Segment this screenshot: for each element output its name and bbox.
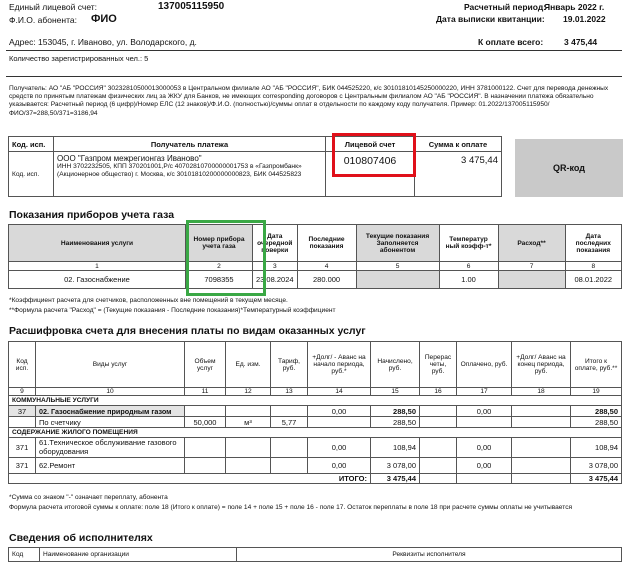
account-highlight bbox=[332, 133, 416, 177]
r371b-service: 62.Ремонт bbox=[36, 458, 185, 474]
r37b-volume: 50,000 bbox=[185, 417, 226, 428]
meters-table bbox=[8, 224, 622, 289]
meters-h5: Текущие показания Заполняется абонентом bbox=[356, 225, 439, 262]
r37-accrued: 288,50 bbox=[371, 406, 420, 417]
account-number: 137005115950 bbox=[158, 1, 225, 12]
meters-n3: 3 bbox=[253, 262, 298, 271]
total-due-value: 3 475,44 bbox=[564, 37, 598, 47]
details-h1: Код исп. bbox=[9, 342, 36, 388]
r37b-service: По счетчику bbox=[36, 417, 185, 428]
col-payee-header: Получатель платежа bbox=[54, 137, 326, 152]
r37-debt-start: 0,00 bbox=[308, 406, 371, 417]
r371a-tariff bbox=[271, 438, 308, 458]
r37-paid: 0,00 bbox=[457, 406, 512, 417]
meters-n7: 7 bbox=[498, 262, 565, 271]
total-recalc bbox=[420, 474, 457, 484]
total-pay: 3 475,44 bbox=[571, 474, 622, 484]
r37b-tariff: 5,77 bbox=[271, 417, 308, 428]
payee-table bbox=[8, 136, 502, 197]
meters-h3: Дата очередной поверки bbox=[253, 225, 298, 262]
r371b-tariff bbox=[271, 458, 308, 474]
meters-n8: 8 bbox=[565, 262, 621, 271]
r371a-debt-start: 0,00 bbox=[308, 438, 371, 458]
r371b-volume bbox=[185, 458, 226, 474]
recipient-details: Получатель: АО "АБ "РОССИЯ" 30232810500013000053 в Центральном филиале АО "АБ "РОССИЯ", БИК 044525220, к/с 30101810145250000220, ИНН 3781000122. Счет для перевода денежных средств по принятым платежам физических лиц за ЖКУ для Банков, не имеющих corresponding договоров с Центральным филиалом АО "АБ "РОССИЯ". В назначении платежа обязательно указывается: Расчетный период (6 цифр)/Номер ЕЛС (12 знаков)/Ф.И.О. (полностью)/суммы оплат в отдельности по каждому коду получателя. Пример: 01.2022/137005115950/ФИО/37=288,50/371=3186,94 bbox=[9, 85, 609, 117]
details-n3: 11 bbox=[185, 388, 226, 396]
details-h3: Объем услуг bbox=[185, 342, 226, 388]
r37-debt-end bbox=[512, 406, 571, 417]
r37b-unit: м³ bbox=[226, 417, 271, 428]
meters-h6: Температур ный коэфф-т* bbox=[439, 225, 498, 262]
total-paid bbox=[457, 474, 512, 484]
meter-number-highlight bbox=[186, 220, 266, 296]
meter-temp-coef: 1.00 bbox=[439, 271, 498, 289]
r371a-total: 108,94 bbox=[571, 438, 622, 458]
meters-n5: 5 bbox=[356, 262, 439, 271]
payee-account: 010807406 bbox=[326, 152, 415, 197]
r371a-recalc bbox=[420, 438, 457, 458]
details-h10: +Долг/ Аванс на конец периода, руб. bbox=[512, 342, 571, 388]
group-housing: СОДЕРЖАНИЕ ЖИЛОГО ПОМЕЩЕНИЯ bbox=[9, 428, 622, 438]
r37b-debt-end bbox=[512, 417, 571, 428]
r371b-code: 371 bbox=[9, 458, 36, 474]
meters-n6: 6 bbox=[439, 262, 498, 271]
qr-code bbox=[515, 139, 623, 197]
executors-col-name: Наименование организации bbox=[40, 548, 237, 562]
r37b-code bbox=[9, 417, 36, 428]
details-n1: 9 bbox=[9, 388, 36, 396]
r37-volume bbox=[185, 406, 226, 417]
meters-n4: 4 bbox=[297, 262, 356, 271]
meters-note-2: **Формула расчета "Расход" = (Текущие показания - Последние показания)*Температурный коэффициент bbox=[9, 307, 336, 314]
details-n7: 15 bbox=[371, 388, 420, 396]
r371a-debt-end bbox=[512, 438, 571, 458]
executors-col-details: Реквизиты исполнителя bbox=[237, 548, 622, 562]
details-n9: 17 bbox=[457, 388, 512, 396]
details-h4: Ед. изм. bbox=[226, 342, 271, 388]
total-accrued: 3 475,44 bbox=[371, 474, 420, 484]
details-h9: Оплачено, руб. bbox=[457, 342, 512, 388]
meter-consumption bbox=[498, 271, 565, 289]
r371a-service: 61.Техническое обслуживание газового оборудования bbox=[36, 438, 185, 458]
fio-label: Ф.И.О. абонента: bbox=[9, 15, 77, 25]
r37b-debt-start bbox=[308, 417, 371, 428]
r371a-volume bbox=[185, 438, 226, 458]
meters-n1: 1 bbox=[9, 262, 186, 271]
meters-h8: Дата последних показания bbox=[565, 225, 621, 262]
period-label: Расчетный период: bbox=[464, 2, 547, 12]
r371b-total: 3 078,00 bbox=[571, 458, 622, 474]
residents-count: Количество зарегистрированных чел.: 5 bbox=[9, 54, 149, 63]
meter-current-reading-input[interactable] bbox=[356, 271, 439, 289]
period-value: Январь 2022 г. bbox=[544, 2, 605, 12]
r371b-accrued: 3 078,00 bbox=[371, 458, 420, 474]
meter-service: 02. Газоснабжение bbox=[9, 271, 186, 289]
meters-note-1: *Коэффициент расчета для счетчиков, расположенных вне помещений в текущем месяце. bbox=[9, 297, 288, 304]
col-amount-header: Сумма к оплате bbox=[415, 137, 502, 152]
details-n5: 13 bbox=[271, 388, 308, 396]
total-due-label: К оплате всего: bbox=[478, 37, 544, 47]
col-code-header: Код. исп. bbox=[9, 137, 54, 152]
col-account-header: Лицевой счет bbox=[326, 137, 415, 152]
r37-recalc bbox=[420, 406, 457, 417]
meter-check-date: 23.08.2024 bbox=[253, 271, 298, 289]
executors-table bbox=[8, 547, 622, 562]
r371a-code: 371 bbox=[9, 438, 36, 458]
meters-h7: Расход** bbox=[498, 225, 565, 262]
group-communal: КОММУНАЛЬНЫЕ УСЛУГИ bbox=[9, 396, 622, 406]
r37b-recalc bbox=[420, 417, 457, 428]
details-table bbox=[8, 341, 622, 484]
meters-h2: Номер прибора учета газа bbox=[186, 225, 253, 262]
qr-label: QR-код bbox=[553, 163, 585, 173]
meters-h4: Последние показания bbox=[297, 225, 356, 262]
payee-name: ООО "Газпром межрегионгаз Иваново" bbox=[57, 154, 202, 163]
details-n2: 10 bbox=[36, 388, 185, 396]
total-debt-end bbox=[512, 474, 571, 484]
meter-number: 7098355 bbox=[186, 271, 253, 289]
payee-details: ИНН 3702232505, КПП 370201001,Р/с 40702810700000001753 в «Газпромбанк» (Акционерное общество) г. Москва, к/с 30101810200000000823, БИК 044525823 bbox=[57, 163, 302, 179]
r37b-accrued: 288,50 bbox=[371, 417, 420, 428]
meter-last-date: 08.01.2022 bbox=[565, 271, 621, 289]
details-h8: Перерас четы, руб. bbox=[420, 342, 457, 388]
r37b-paid bbox=[457, 417, 512, 428]
details-h6: +Долг/ - Аванс на начало периода, руб.* bbox=[308, 342, 371, 388]
executors-title: Сведения об исполнителях bbox=[9, 532, 153, 544]
executors-col-code: Код bbox=[9, 548, 40, 562]
details-h2: Виды услуг bbox=[36, 342, 185, 388]
details-n8: 16 bbox=[420, 388, 457, 396]
r37-total: 288,50 bbox=[571, 406, 622, 417]
details-note-2: Формула расчета итоговой суммы к оплате: поле 18 (Итого к оплате) = поле 14 + поле 15 + поле 16 - поле 17. Остаток переплаты в поле 18 при расчете суммы оплаты не учитывается bbox=[9, 504, 573, 511]
r371b-recalc bbox=[420, 458, 457, 474]
r371b-debt-start: 0,00 bbox=[308, 458, 371, 474]
r37-tariff bbox=[271, 406, 308, 417]
r371b-paid: 0,00 bbox=[457, 458, 512, 474]
details-n6: 14 bbox=[308, 388, 371, 396]
details-title: Расшифровка счета для внесения платы по видам оказанных услуг bbox=[9, 325, 366, 337]
fio-value: ФИО bbox=[91, 13, 117, 25]
details-h7: Начислено, руб. bbox=[371, 342, 420, 388]
r37b-total: 288,50 bbox=[571, 417, 622, 428]
meters-title: Показания приборов учета газа bbox=[9, 209, 175, 221]
total-label: ИТОГО: bbox=[9, 474, 371, 484]
r371b-unit bbox=[226, 458, 271, 474]
address: Адрес: 153045, г. Иваново, ул. Володарского, д. bbox=[9, 37, 197, 47]
details-n4: 12 bbox=[226, 388, 271, 396]
details-n11: 19 bbox=[571, 388, 622, 396]
r37-unit bbox=[226, 406, 271, 417]
account-label: Единый лицевой счет: bbox=[9, 2, 98, 12]
details-note-1: *Сумма со знаком "-" означает переплату, абонента bbox=[9, 494, 168, 501]
r371a-accrued: 108,94 bbox=[371, 438, 420, 458]
meter-last-reading: 280.000 bbox=[297, 271, 356, 289]
row-code: Код. исп. bbox=[9, 152, 54, 197]
details-n10: 18 bbox=[512, 388, 571, 396]
meters-n2: 2 bbox=[186, 262, 253, 271]
r371a-unit bbox=[226, 438, 271, 458]
meters-h1: Наименования услуги bbox=[9, 225, 186, 262]
payee-amount: 3 475,44 bbox=[415, 152, 502, 197]
r37-service: 02. Газоснабжение природным газом bbox=[36, 406, 185, 417]
r37-code: 37 bbox=[9, 406, 36, 417]
issue-date-label: Дата выписки квитанции: bbox=[436, 14, 545, 24]
r371a-paid: 0,00 bbox=[457, 438, 512, 458]
r371b-debt-end bbox=[512, 458, 571, 474]
details-h11: Итого к оплате, руб.** bbox=[571, 342, 622, 388]
issue-date-value: 19.01.2022 bbox=[563, 14, 606, 24]
details-h5: Тариф, руб. bbox=[271, 342, 308, 388]
payee-cell bbox=[54, 152, 326, 197]
